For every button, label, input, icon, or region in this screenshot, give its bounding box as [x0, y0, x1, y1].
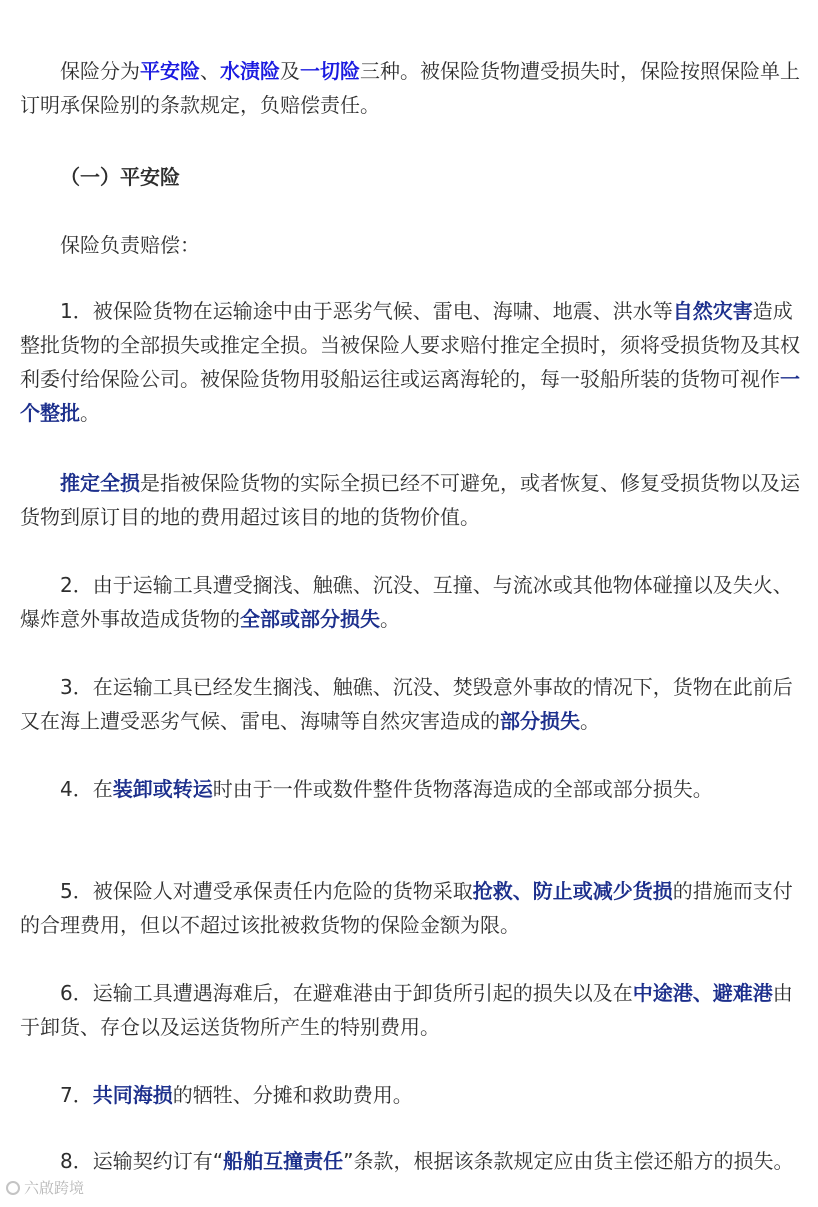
text-run: 时由于一件或数件整件货物落海造成的全部或部分损失。 [212, 777, 713, 801]
text-run: 保险负责赔偿： [60, 233, 200, 257]
paragraph [20, 466, 804, 534]
highlighted-term: 水渍险 [220, 59, 280, 83]
highlighted-term: 中途港、避难港 [632, 981, 773, 1005]
highlighted-term: 自然灾害 [672, 299, 753, 323]
text-run: ”条款，根据该条款规定应由货主偿还船方的损失。 [343, 1149, 794, 1173]
text-run: 5．被保险人对遭受承保责任内危险的货物采取 [60, 879, 473, 903]
text-run: 由于卸货、存仓以及运送货物所产生的特别费用。 [20, 981, 793, 1039]
paragraph [20, 772, 804, 806]
text-run: 3．在运输工具已经发生搁浅、触礁、沉没、焚毁意外事故的情况下，货物在此前后又在海上遭受恶劣气候、雷电、海啸等自然灾害造成的 [20, 675, 793, 733]
highlighted-term: 装卸或转运 [112, 777, 213, 801]
highlighted-term: 船舶互撞责任 [223, 1149, 344, 1173]
text-run: 。 [80, 401, 100, 425]
highlighted-term: 抢救、防止或减少货损 [472, 879, 673, 903]
text-run: 。 [380, 607, 400, 631]
text-run: 、 [200, 59, 220, 83]
highlighted-term: 共同海损 [92, 1083, 173, 1107]
paragraph [20, 670, 804, 738]
text-run: 4．在 [60, 777, 113, 801]
watermark-logo-icon [6, 1181, 20, 1195]
text-run: （一）平安险 [60, 165, 180, 189]
highlighted-term: 全部或部分损失 [240, 607, 380, 631]
paragraph [20, 54, 804, 122]
paragraph [20, 228, 804, 262]
paragraph [20, 568, 804, 636]
text-run: 的措施而支付的合理费用，但以不超过该批被救货物的保险金额为限。 [20, 879, 793, 937]
text-run: 。 [580, 709, 600, 733]
text-run: 6．运输工具遭遇海难后，在避难港由于卸货所引起的损失以及在 [60, 981, 633, 1005]
paragraph [20, 874, 804, 942]
paragraph [20, 1144, 804, 1178]
watermark-text: 六啟跨境 [24, 1179, 85, 1197]
highlighted-term: 一个整批 [20, 367, 800, 425]
text-run: 是指被保险货物的实际全损已经不可避免，或者恢复、修复受损货物以及运货物到原订目的地的费用超过该目的地的货物价值。 [20, 471, 800, 529]
paragraph [20, 976, 804, 1044]
highlighted-term: 部分损失 [500, 709, 580, 733]
text-run: 的牺牲、分摊和救助费用。 [172, 1083, 413, 1107]
highlighted-term: 推定全损 [60, 471, 140, 495]
highlighted-term: 平安险 [140, 59, 200, 83]
section-heading [20, 160, 804, 194]
text-run: 2．由于运输工具遭受搁浅、触礁、沉没、互撞、与流冰或其他物体碰撞以及失火、爆炸意外事故造成货物的 [20, 573, 793, 631]
paragraph [20, 1078, 804, 1112]
text-run: 保险分为 [60, 59, 140, 83]
watermark [6, 1178, 84, 1198]
text-run: 造成整批货物的全部损失或推定全损。当被保险人要求赔付推定全损时，须将受损货物及其权利委付给保险公司。被保险货物用驳船运往或运离海轮的，每一驳船所装的货物可视作 [20, 299, 800, 391]
highlighted-term: 一切险 [300, 59, 360, 83]
text-run: 及 [280, 59, 300, 83]
paragraph [20, 294, 804, 430]
text-run: 1．被保险货物在运输途中由于恶劣气候、雷电、海啸、地震、洪水等 [60, 299, 673, 323]
text-run: 8．运输契约订有“ [60, 1149, 224, 1173]
text-run: 7． [60, 1083, 93, 1107]
text-run: 三种。被保险货物遭受损失时，保险按照保险单上订明承保险别的条款规定，负赔偿责任。 [20, 59, 800, 117]
